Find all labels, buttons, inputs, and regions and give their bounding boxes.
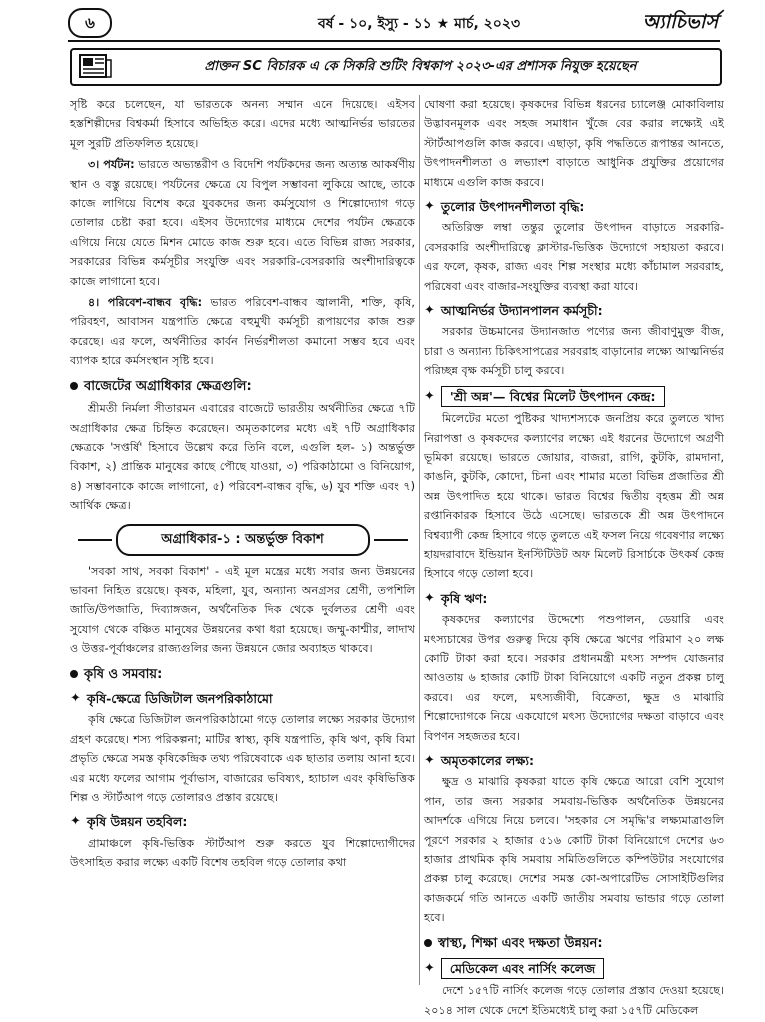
cotton-heading: তুলোর উৎপাদনশীলতা বৃদ্ধি: xyxy=(440,199,585,215)
star-bullet-icon: ✦ xyxy=(424,961,435,977)
amrit-paragraph: ক্ষুদ্র ও মাঝারি কৃষকরা যাতে কৃষি ক্ষেত্রে আরো বেশি সুযোগ পান, তার জন্য সরকার সমবায়-ভিত্তিক অর্থনৈতিক উন্নয়নের আদর্শকে এগিয়ে নিয়ে চলবে। 'সহকার সে সমৃদ্ধি'র লক্ষ্যমাত্রাগুলি পূরণে সরকার ২ হাজার ৫১৬ কোটি টাকা বিনিয়োগে দেশের ৬৩ হাজার প্রাথমিক কৃষি সমবায় সমিতিগুলিতে কম্পিউটার সংযোগের প্রকল্প চালু করেছে। দেশের সমস্ত কো-অপারেটিভ সোসাইটিগুলির কাজকর্মে গতি আনতে একটি জাতীয় সমবায় ভান্ডার গড়ে তোলা হবে। xyxy=(424,775,724,925)
tourism-paragraph xyxy=(70,155,415,291)
amrit-heading: অমৃতকালের লক্ষ্য: xyxy=(440,753,535,768)
nursing-heading: মেডিকেল এবং নার্সিং কলেজ xyxy=(441,958,604,979)
star-bullet-icon: ✦ xyxy=(70,690,81,706)
star-bullet-icon: ✦ xyxy=(424,753,435,768)
horti-heading: আত্মনির্ভর উদ্যানপালন কর্মসূচী: xyxy=(440,303,603,319)
health-heading-row xyxy=(424,934,724,953)
news-strip xyxy=(70,48,722,86)
priority-paragraph: শ্রীমতী নির্মলা সীতারমন এবারের বাজেটে ভারতীয় অর্থনীতির ক্ষেত্রে ৭টি অগ্রাধিকার ক্ষেত্র চিহ্নিত করেছেন। অমৃতকালের মধ্যে এই ৭টি অগ্রাধিকার ক্ষেত্রকে 'সপ্তর্ষি' হিসাবে উল্লেখ করে তিনি বলে, এগুলি হল- ১) অন্তর্ভুক্ত বিকাশ, ২) প্রান্তিক মানুষের কাছে পৌছে যাওয়া, ৩) পরিকাঠামো ও বিনিয়োগ, ৪) সম্ভাবনাকে কাজে লাগানো, ৫) পরিবেশ-বান্ধব বৃদ্ধি, ৬) যুব শক্তি এবং ৭) আর্থিক ক্ষেত্র। xyxy=(70,402,415,513)
amrit-heading-row xyxy=(424,751,724,770)
millet-heading-row xyxy=(424,386,724,407)
priority-banner: অগ্রাধিকার-১ : অন্তর্ভুক্ত বিকাশ xyxy=(116,524,370,556)
digital-heading-row xyxy=(70,689,415,708)
agri-heading-row xyxy=(70,665,415,684)
bullet-icon xyxy=(424,939,432,947)
news-icon xyxy=(78,52,112,80)
cotton-heading-row xyxy=(424,197,724,216)
horti-heading-row xyxy=(424,301,724,320)
star-bullet-icon: ✦ xyxy=(424,303,435,319)
green-text: ভারত পরিবেশ-বান্ধব জ্বালানী, শক্তি, কৃষি, পরিবহণ, আবাসন যন্ত্রপাতি ক্ষেত্রে বহুমুখী কর্মসূচী রূপায়ণের কাজ শুরু করেছে। এর ফলে, অর্থনীতির কার্বন নির্ভরশীলতা কমানো সম্ভব হবে এবং ব্যাপক হারে কর্মসংস্থান সৃষ্টি হবে। xyxy=(70,296,415,368)
credit-heading-row xyxy=(424,589,724,608)
left-column xyxy=(70,95,415,875)
star-bullet-icon: ✦ xyxy=(424,388,435,404)
cotton-paragraph: অতিরিক্ত লম্বা তন্তুর তুলোর উৎপাদন বাড়াতে সরকারি-বেসরকারি অংশীদারিত্বে ক্লাস্টার-ভিত্তিক উদ্যোগে সহায়তা করবে। এর ফলে, কৃষক, রাজ্য এবং শিল্প সংস্থার মধ্যে কাঁচামাল সরবরাহ, পরিষেবা এবং বাজার-সংযুক্তির ব্যবস্থা করা যাবে। xyxy=(424,221,724,293)
horti-paragraph: সরকার উচ্চমানের উদ্যানজাত পণ্যের জন্য জীবাণুমুক্ত বীজ, চারা ও অন্যান্য চিকিৎসাপত্রের সরবরাহ বাড়ানোর লক্ষ্যে আত্মনির্ভর পরিচ্ছন্ন বৃক্ষ কর্মসূচী চালু করবে। xyxy=(424,325,724,378)
green-label: ৪। পরিবেশ-বান্ধব বৃদ্ধি: xyxy=(88,296,203,310)
page-header xyxy=(68,8,718,36)
star-bullet-icon: ✦ xyxy=(70,814,81,830)
star-bullet-icon: ✦ xyxy=(424,199,435,215)
millet-heading: 'শ্রী অন্ন'— বিশ্বের মিলেট উৎপাদন কেন্দ্র: xyxy=(441,386,665,407)
inclusive-paragraph: 'সবকা সাথ, সবকা বিকাশ' - এই মূল মন্ত্রের মধ্যে সবার জন্য উন্নয়নের ভাবনা নিহিত রয়েছে। কৃষক, মহিলা, যুব, অন্যান্য অনগ্রসর শ্রেণী, তপশিলি জাতি/উপজাতি, দিব্যাঙ্গজন, অর্থনৈতিক দিক থেকে দুর্বলতর শ্রেণী এবং সুযোগ থেকে বঞ্চিত মানুষের উন্নয়নের কথা ধরা হয়েছে। জম্মু-কাশ্মীর, লাদাখ ও উত্তর-পূর্বাঞ্চলের রাজ্যগুলির জন্য উন্নয়নে জোর অব্যাহত থাকবে। xyxy=(70,564,415,656)
credit-paragraph: কৃষকদের কল্যাণের উদ্দেশ্যে পশুপালন, ডেয়ারি এবং মৎস্যচাষের উপর গুরুত্ব দিয়ে কৃষি ক্ষেত্রে ঋণের পরিমাণ ২০ লক্ষ কোটি টাকা করা হবে। সরকার প্রধানমন্ত্রী মৎস্য সম্পদ যোজনার আওতায় ৬ হাজার কোটি টাকা বিনিয়োগে একটি নতুন প্রকল্প চালু করবে। এর ফলে, মৎস্যজীবী, বিক্রেতা, ক্ষুদ্র ও মাঝারি শিল্পোদ্যোগকে নিয়ে একযোগে মৎস্য উদ্যোগের দক্ষতা বাড়াবে এবং বিপণন সহজতর হবে। xyxy=(424,613,724,743)
fund-continued: ঘোষণা করা হয়েছে। কৃষকদের বিভিন্ন ধরনের চ্যালেঞ্জ মোকাবিলায় উদ্ভাবনমূলক এবং সহজ সমাধান খুঁজে বের করার লক্ষ্যেই এই স্টার্টআপগুলি কাজ করবে। এছাড়া, কৃষি পদ্ধতিতে রূপান্তর আনতে, উৎপাদনশীলতা ও লভ্যাংশ বাড়াতে আধুনিক প্রযুক্তির প্রয়োগের মাধ্যমে এগুলি কাজ করবে। xyxy=(424,98,724,189)
bullet-icon xyxy=(70,382,78,390)
health-heading: স্বাস্থ্য, শিক্ষা এবং দক্ষতা উন্নয়ন: xyxy=(438,935,603,951)
millet-paragraph: মিলেটের মতো পুষ্টিকর খাদ্যশস্যকে জনপ্রিয় করে তুলতে খাদ্য নিরাপত্তা ও কৃষকদের কল্যাণের লক্ষ্যে এই ধরনের উদ্যোগে অগ্রণী ভূমিকা রয়েছে। ভারতে জোয়ার, বাজরা, রাগি, কুটকি, রামদানা, কাঙনি, কুটকি, কোদো, চিনা এবং শামার মতো বিভিন্ন প্রজাতির শ্রী অন্ন উৎপাদিত হয়ে থাকে। ভারত বিশ্বের দ্বিতীয় বৃহত্তম শ্রী অন্ন রপ্তানিকারক হিসাবে উঠে এসেছে। ভারতকে শ্রী অন্ন উৎপাদনে বিশ্বব্যাপী কেন্দ্র হিসাবে গড়ে তুলতে এই ফসল নিয়ে গবেষণার লক্ষ্যে হায়দরাবাদে ইন্ডিয়ান ইনস্টিটিউট অফ মিলেট রিসার্চকে উৎকর্ষ কেন্দ্র হিসাবে গড়ে তোলা হবে। xyxy=(424,412,724,581)
bullet-icon xyxy=(70,670,78,678)
fund-paragraph: গ্রামাঞ্চলে কৃষি-ভিত্তিক স্টার্টআপ শুরু করতে যুব শিল্পোদ্যোগীদের উৎসাহিত করার লক্ষ্যে একটি বিশেষ তহবিল গড়ে তোলার কথা xyxy=(70,836,415,870)
priority-heading-row xyxy=(70,377,415,396)
page-number: ৬ xyxy=(68,8,112,38)
news-headline: প্রাক্তন SC বিচারক এ কে সিকরি শুটিং বিশ্বকাপ ২০২৩-এর প্রশাসক নিযুক্ত হয়েছেন xyxy=(204,59,637,74)
issue-line: বর্ষ - ১০, ইস্যু - ১১ ★ মার্চ, ২০২৩ xyxy=(318,16,521,32)
digital-paragraph: কৃষি ক্ষেত্রে ডিজিটাল জনপরিকাঠামো গড়ে তোলার লক্ষ্যে সরকার উদ্যোগ গ্রহণ করেছে। শস্য পরিকল্পনা; মাটির স্বাস্থ্য, কৃষি যন্ত্রপাতি, কৃষি ঋণ, কৃষি বিমা প্রভৃতি ক্ষেত্রে সমস্ত কৃষিকেন্দ্রিক তথ্য পরিষেবাকে এক ছাতার তলায় আনা হবে। এর মধ্যে ফলের আগাম পূর্বাভাস, বাজারের ভবিষ্যৎ, হ্যাচাল এবং কৃষিভিত্তিক শিল্প ও স্টার্টআপ গড়ে তোলারও প্রস্তাব রয়েছে। xyxy=(70,713,415,804)
header-rule xyxy=(68,40,720,42)
credit-heading: কৃষি ঋণ: xyxy=(440,590,488,606)
tourism-label: ৩। পর্যটন: xyxy=(88,158,135,172)
priority-heading: বাজেটের অগ্রাধিকার ক্ষেত্রগুলি: xyxy=(84,378,252,394)
magazine-title: অ্যাচিভার্স xyxy=(642,11,718,33)
right-column xyxy=(424,95,724,1022)
green-paragraph xyxy=(70,293,415,371)
nursing-heading-row xyxy=(424,958,724,979)
fund-heading: কৃষি উন্নয়ন তহবিল: xyxy=(86,814,188,830)
digital-heading: কৃষি-ক্ষেত্রে ডিজিটাল জনপরিকাঠামো xyxy=(86,690,273,706)
star-bullet-icon: ✦ xyxy=(424,590,435,606)
agri-heading: কৃষি ও সমবায়: xyxy=(84,666,163,682)
nursing-paragraph: দেশে ১৫৭টি নার্সিং কলেজ গড়ে তোলার প্রস্তাব দেওয়া হয়েছে। ২০১৪ সাল থেকে দেশে ইতিমধ্যেই চালু করা ১৫৭টি মেডিকেল xyxy=(424,984,724,1017)
fund-heading-row xyxy=(70,812,415,831)
intro-paragraph: সৃষ্টি করে চলেছেন, যা ভারতকে অনন্য সম্মান এনে দিয়েছে। এইসব হস্তশিল্পীদের বিশ্বকর্মা হিসাবে অভিহিত করে। এদের মধ্যে আত্মনির্ভর ভারতের মূল সুরটি প্রতিফলিত হয়েছে। xyxy=(70,98,415,150)
tourism-text: ভারতে অভ্যন্তরীণ ও বিদেশি পর্যটকদের জন্য অত্যন্ত আকর্ষণীয় স্থান ও বস্তু রয়েছে। পর্যটনের ক্ষেত্রে যে বিপুল সম্ভাবনা লুকিয়ে আছে, তাকে কাজে লাগিয়ে বিশেষ করে যুবকদের জন্য কর্মসুযোগ ও শিল্পোদ্যোগ গড়ে তোলার চেষ্টা করা হবে। এইসব উদ্যোগের মাধ্যমে দেশের পর্যটন ক্ষেত্রকে এগিয়ে নিয়ে যেতে মিশন মোডে কাজ শুরু হবে। এতে বিভিন্ন রাজ্য সরকার, সরকারের বিভিন্ন কর্মসূচীর সংযুক্তি এবং সরকারি-বেসরকারি অংশীদারিত্বকে কাজে লাগানো হবে। xyxy=(70,158,415,288)
column-divider xyxy=(419,95,420,985)
